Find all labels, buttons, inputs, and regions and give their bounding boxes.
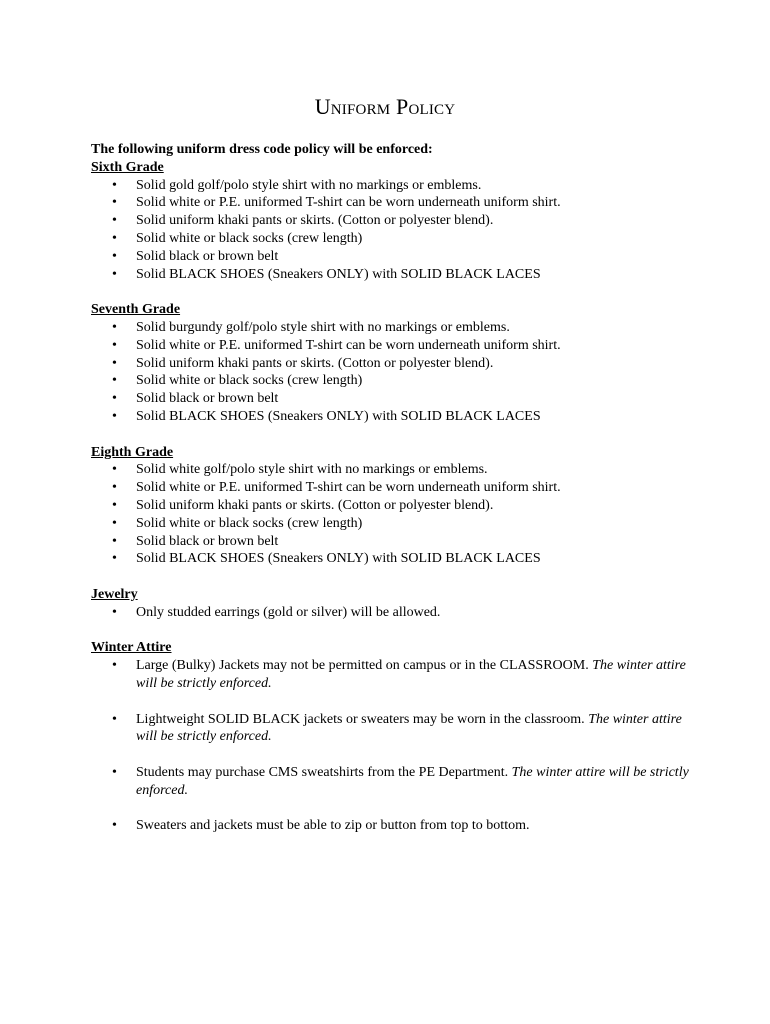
section-seventh-grade: [91, 301, 691, 426]
section-sixth-grade: [91, 159, 691, 284]
bullet-icon: •: [112, 515, 117, 531]
list-item-text: Solid black or brown belt: [136, 248, 279, 264]
bullet-icon: •: [112, 177, 117, 193]
list-item-text: Solid BLACK SHOES (Sneakers ONLY) with SOLID BLACK LACES: [136, 408, 541, 424]
bullet-icon: •: [112, 818, 117, 834]
list-item-text: Solid gold golf/polo style shirt with no markings or emblems.: [136, 177, 482, 193]
bullet-icon: •: [112, 658, 117, 674]
bullet-icon: •: [112, 373, 117, 389]
list-item-text: Solid white golf/polo style shirt with no markings or emblems.: [136, 462, 488, 478]
bullet-icon: •: [112, 533, 117, 549]
list-item: [91, 657, 691, 693]
list-item: [91, 372, 691, 390]
section-winter-attire: [91, 639, 691, 835]
list-item: [91, 230, 691, 248]
bullet-icon: •: [112, 711, 117, 727]
list-item: [91, 479, 691, 497]
bullet-icon: •: [112, 391, 117, 407]
list-item: [91, 408, 691, 426]
bullet-icon: •: [112, 480, 117, 496]
list-item-text: Solid white or P.E. uniformed T-shirt can be worn underneath uniform shirt.: [136, 195, 561, 211]
list-item-text: Solid burgundy golf/polo style shirt with no markings or emblems.: [136, 319, 510, 335]
section-heading: Jewelry: [91, 586, 138, 602]
list-item: [91, 550, 691, 568]
bullet-icon: •: [112, 408, 117, 424]
list-item: [91, 355, 691, 373]
section-jewelry: [91, 586, 691, 622]
list-item: [91, 533, 691, 551]
list-item-text: Sweaters and jackets must be able to zip or button from top to bottom.: [136, 818, 530, 834]
bullet-icon: •: [112, 230, 117, 246]
bullet-icon: •: [112, 213, 117, 229]
bullet-icon: •: [112, 266, 117, 282]
list-item-text: Solid uniform khaki pants or skirts. (Cotton or polyester blend).: [136, 355, 494, 371]
list-item-text: Students may purchase CMS sweatshirts from the PE Department.: [136, 764, 512, 780]
list-item-text: Solid black or brown belt: [136, 391, 279, 407]
list-item: [91, 194, 691, 212]
section-heading: Winter Attire: [91, 640, 172, 656]
section-eighth-grade: [91, 444, 691, 569]
list-item-text: Solid uniform khaki pants or skirts. (Cotton or polyester blend).: [136, 213, 494, 229]
list-item: [91, 461, 691, 479]
list-item-text: Solid white or black socks (crew length): [136, 515, 363, 531]
bullet-list: [91, 177, 691, 284]
list-item-text: Solid white or P.E. uniformed T-shirt can be worn underneath uniform shirt.: [136, 337, 561, 353]
list-item-text: Lightweight SOLID BLACK jackets or sweaters may be worn in the classroom.: [136, 711, 589, 727]
list-item: [91, 177, 691, 195]
list-item-text: Solid BLACK SHOES (Sneakers ONLY) with SOLID BLACK LACES: [136, 266, 541, 282]
bullet-icon: •: [112, 764, 117, 780]
list-item: [91, 764, 691, 800]
section-heading: Eighth Grade: [91, 444, 174, 460]
bullet-list: [91, 604, 691, 622]
bullet-icon: •: [112, 355, 117, 371]
list-item: [91, 337, 691, 355]
list-item: [91, 515, 691, 533]
list-item: [91, 390, 691, 408]
list-item-text: Solid white or black socks (crew length): [136, 230, 363, 246]
list-item-emphasis: The winter attire will be strictly enforced.: [136, 658, 686, 691]
list-item-text: Solid white or black socks (crew length): [136, 373, 363, 389]
bullet-list: [91, 657, 691, 835]
list-item-text: Large (Bulky) Jackets may not be permitted on campus or in the CLASSROOM.: [136, 658, 593, 674]
list-item-text: Solid white or P.E. uniformed T-shirt can be worn underneath uniform shirt.: [136, 480, 561, 496]
bullet-icon: •: [112, 551, 117, 567]
policy-content: [91, 141, 691, 835]
list-item-emphasis: The winter attire will be strictly enforced.: [136, 764, 689, 798]
list-item-text: Solid uniform khaki pants or skirts. (Cotton or polyester blend).: [136, 497, 494, 513]
bullet-icon: •: [112, 195, 117, 211]
list-item-emphasis: The winter attire will be strictly enforced.: [136, 711, 682, 745]
list-item: [91, 604, 691, 622]
bullet-icon: •: [112, 497, 117, 513]
bullet-icon: •: [112, 462, 117, 478]
bullet-icon: •: [112, 604, 117, 620]
list-item-text: Only studded earrings (gold or silver) will be allowed.: [136, 604, 441, 620]
intro-text: The following uniform dress code policy will be enforced:: [91, 142, 433, 157]
bullet-icon: •: [112, 248, 117, 264]
page-title: Uniform Policy: [314, 94, 456, 119]
list-item: [91, 497, 691, 515]
list-item: [91, 319, 691, 337]
list-item: [91, 266, 691, 284]
bullet-list: [91, 461, 691, 568]
bullet-icon: •: [112, 319, 117, 335]
section-heading: Seventh Grade: [91, 302, 181, 318]
list-item-text: Solid black or brown belt: [136, 533, 279, 549]
list-item: [91, 212, 691, 230]
list-item: [91, 817, 691, 835]
bullet-icon: •: [112, 337, 117, 353]
section-heading: Sixth Grade: [91, 159, 164, 175]
list-item: [91, 248, 691, 266]
list-item-text: Solid BLACK SHOES (Sneakers ONLY) with SOLID BLACK LACES: [136, 551, 541, 567]
bullet-list: [91, 319, 691, 426]
list-item: [91, 711, 691, 747]
